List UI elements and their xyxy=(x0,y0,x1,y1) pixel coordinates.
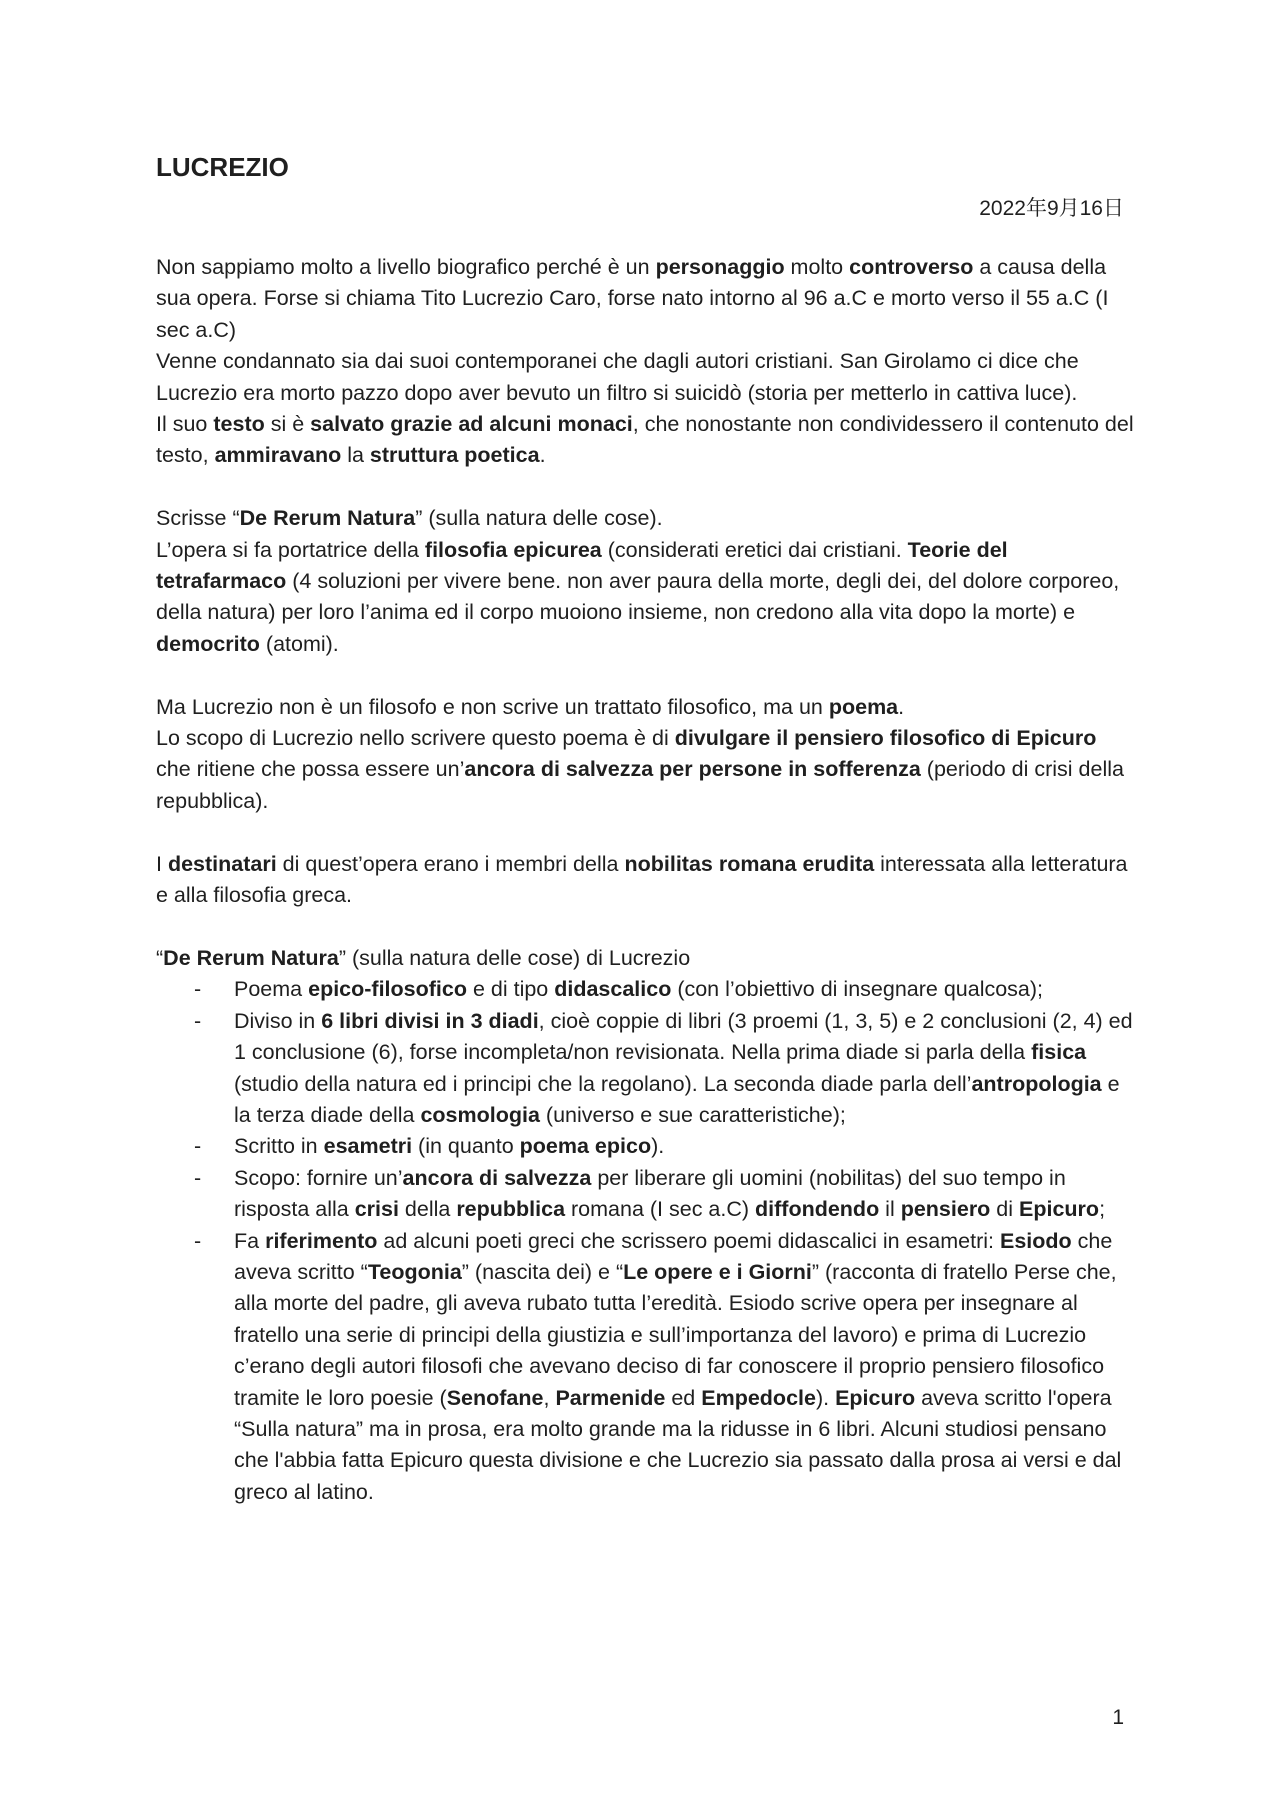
text-run: di quest’opera erano i membri della xyxy=(276,851,625,876)
list-marker: - xyxy=(194,977,202,1002)
bold-text: didascalico xyxy=(554,977,672,1002)
bold-text: riferimento xyxy=(265,1228,378,1253)
text-run: (atomi). xyxy=(259,631,339,656)
text-run: e di tipo xyxy=(466,977,555,1002)
bold-text: Senofane xyxy=(446,1385,544,1410)
bold-text: poema xyxy=(828,694,899,719)
bold-text: poema epico xyxy=(519,1134,652,1159)
dash-list xyxy=(156,974,1136,1508)
paragraph xyxy=(156,503,1136,534)
bold-text: Teogonia xyxy=(367,1259,462,1284)
paragraph xyxy=(156,943,1136,974)
text-run: che ritiene che possa essere un’ xyxy=(156,757,465,782)
bold-text: democrito xyxy=(156,631,260,656)
text-run: , xyxy=(543,1385,556,1410)
bold-text: 6 libri divisi in 3 diadi xyxy=(321,1008,539,1033)
bold-text: crisi xyxy=(354,1197,399,1222)
bold-text: cosmologia xyxy=(420,1102,540,1127)
text-run: . xyxy=(539,443,546,468)
text-run: e la terza diade della xyxy=(234,1071,1120,1127)
text-run: di xyxy=(990,1197,1020,1222)
text-run: (con l’obiettivo di insegnare qualcosa); xyxy=(671,977,1044,1002)
bold-text: salvato grazie ad alcuni monaci xyxy=(310,412,633,437)
page-number: 1 xyxy=(1112,1706,1124,1729)
text-run: Scritto in xyxy=(234,1134,324,1159)
bold-text: esametri xyxy=(323,1134,413,1159)
bold-text: Parmenide xyxy=(555,1385,666,1410)
text-run: ed xyxy=(665,1385,702,1410)
text-run: L’opera si fa portatrice della xyxy=(156,537,425,562)
document-title: LUCREZIO xyxy=(156,152,289,182)
text-run: la xyxy=(341,443,370,468)
bold-text: Esiodo xyxy=(999,1228,1072,1253)
text-run: ” (sulla natura delle cose). xyxy=(415,506,663,531)
bold-text: ancora di salvezza xyxy=(402,1165,592,1190)
bold-text: fisica xyxy=(1031,1040,1087,1065)
text-run: “ xyxy=(156,945,164,970)
bold-text: Epicuro xyxy=(835,1385,916,1410)
text-run: interessata alla letteratura e alla filosofia greca. xyxy=(156,851,1128,908)
paragraph xyxy=(156,252,1136,346)
bold-text: diffondendo xyxy=(755,1197,880,1222)
list-item xyxy=(156,1163,1136,1226)
bold-text: personaggio xyxy=(655,255,785,279)
text-run: I xyxy=(156,851,168,876)
paragraph-spacer xyxy=(156,817,1136,848)
text-run: aveva scritto l'opera “Sulla natura” ma in prosa, era molto grande ma la ridusse in 6 libri. Alcuni studiosi pensano che l'abbia fatta Epicuro questa divisione e che Lucrezio sia passato dalla prosa ai versi e dal greco al latino. xyxy=(234,1385,1122,1504)
text-run: (4 soluzioni per vivere bene. non aver paura della morte, degli dei, del dolore corporeo, della natura) per loro l’anima ed il corpo muoiono insieme, non credono alla vita dopo la morte) e xyxy=(156,569,1120,625)
bold-text: Le opere e i Giorni xyxy=(623,1259,812,1284)
text-run: (considerati eretici dai cristiani. xyxy=(601,537,908,562)
bold-text: destinatari xyxy=(167,851,277,876)
text-run: Ma Lucrezio non è un filosofo e non scrive un trattato filosofico, ma un xyxy=(156,694,829,719)
bold-text: ammiravano xyxy=(214,443,342,468)
text-run: (universo e sue caratteristiche); xyxy=(539,1102,846,1127)
paragraph-group xyxy=(156,252,1136,974)
text-run: (periodo di crisi della repubblica). xyxy=(156,757,1124,813)
text-run: per liberare gli uomini (nobilitas) del suo tempo in risposta alla xyxy=(234,1165,1066,1222)
text-run: della xyxy=(398,1197,457,1222)
text-run: , che nonostante non condividessero il contenuto del testo, xyxy=(156,412,1134,468)
text-run: (studio della natura ed i principi che la regolano). La seconda diade parla dell’ xyxy=(234,1071,972,1096)
bold-text: pensiero xyxy=(900,1197,991,1222)
bold-text: Epicuro xyxy=(1019,1197,1100,1222)
bold-text: antropologia xyxy=(971,1071,1102,1096)
paragraph xyxy=(156,692,1136,723)
list-item xyxy=(156,1226,1136,1509)
bold-text: epico-filosofico xyxy=(308,977,467,1002)
text-run: Il suo xyxy=(156,412,214,437)
bold-text: nobilitas romana erudita xyxy=(624,851,875,876)
bold-text: ancora di salvezza per persone in sofferenza xyxy=(464,757,921,782)
list-item xyxy=(156,1131,1136,1162)
text-run: Diviso in xyxy=(234,1008,322,1033)
text-run: ). xyxy=(815,1385,836,1410)
paragraph xyxy=(156,409,1136,472)
bold-text: Empedocle xyxy=(701,1385,816,1410)
bold-text: repubblica xyxy=(456,1197,566,1222)
document-body xyxy=(156,252,1136,1508)
paragraph xyxy=(156,535,1136,661)
list-item xyxy=(156,1006,1136,1132)
list-marker: - xyxy=(194,1165,202,1190)
bold-text: struttura poetica xyxy=(369,443,540,468)
text-run: ). xyxy=(651,1134,665,1159)
text-run: . xyxy=(898,694,905,719)
bold-text: De Rerum Natura xyxy=(163,945,339,970)
text-run: Scopo: fornire un’ xyxy=(234,1165,403,1190)
bold-text: testo xyxy=(213,412,265,437)
text-run: molto xyxy=(784,255,850,279)
text-run: ” (racconta di fratello Perse che, alla morte del padre, gli aveva rubato tutta l’eredità. Esiodo scrive opera per insegnare al fratello una serie di principi della giustizia e sull’importanza del lavoro) e prima di Lucrezio c’erano degli autori filosofi che avevano deciso di far conoscere il proprio pensiero filosofico tramite le loro poesie ( xyxy=(234,1259,1117,1410)
text-run: a causa della sua opera. Forse si chiama Tito Lucrezio Caro, forse nato intorno al 96 a.C e morto verso il 55 a.C (I sec a.C) xyxy=(156,255,1109,342)
list-marker: - xyxy=(194,1228,202,1253)
paragraph-spacer xyxy=(156,911,1136,942)
text-run: ad alcuni poeti greci che scrissero poemi didascalici in esametri: xyxy=(377,1228,1000,1253)
bold-text: controverso xyxy=(849,255,974,279)
text-run: il xyxy=(879,1197,901,1222)
text-run: ; xyxy=(1099,1197,1106,1222)
paragraph xyxy=(156,849,1136,912)
bold-text: De Rerum Natura xyxy=(239,506,416,531)
text-run: (in quanto xyxy=(412,1134,520,1159)
text-run: Scrisse “ xyxy=(156,506,240,531)
text-run: Poema xyxy=(234,977,309,1002)
text-run: Lo scopo di Lucrezio nello scrivere questo poema è di xyxy=(156,726,675,751)
paragraph-spacer xyxy=(156,660,1136,691)
text-run: ” (sulla natura delle cose) di Lucrezio xyxy=(338,945,691,970)
text-run: Venne condannato sia dai suoi contemporanei che dagli autori cristiani. San Girolamo ci dice che Lucrezio era morto pazzo dopo aver bevuto un filtro si suicidò (storia per metterlo in cattiva luce). xyxy=(156,349,1079,405)
bold-text: divulgare il pensiero filosofico di Epicuro xyxy=(674,726,1097,751)
paragraph-spacer xyxy=(156,472,1136,503)
text-run: che aveva scritto “ xyxy=(234,1228,1113,1284)
bold-text: Teorie del tetrafarmaco xyxy=(156,537,1008,594)
list-marker: - xyxy=(194,1134,202,1159)
text-run: Non sappiamo molto a livello biografico perché è un xyxy=(156,255,656,279)
paragraph xyxy=(156,346,1136,409)
bold-text: filosofia epicurea xyxy=(424,537,602,562)
list-item xyxy=(156,974,1136,1005)
text-run: , cioè coppie di libri (3 proemi (1, 3, 5) e 2 conclusioni (2, 4) ed 1 conclusione (6), forse incompleta/non revisionata. Nella prima diade si parla della xyxy=(234,1008,1133,1065)
paragraph xyxy=(156,723,1136,817)
text-run: ” (nascita dei) e “ xyxy=(461,1259,624,1284)
list-marker: - xyxy=(194,1008,202,1033)
text-run: romana (I sec a.C) xyxy=(565,1197,756,1222)
text-run: si è xyxy=(264,412,311,437)
document-date: 2022年9月16日 xyxy=(979,197,1124,220)
text-run: Fa xyxy=(234,1228,266,1253)
